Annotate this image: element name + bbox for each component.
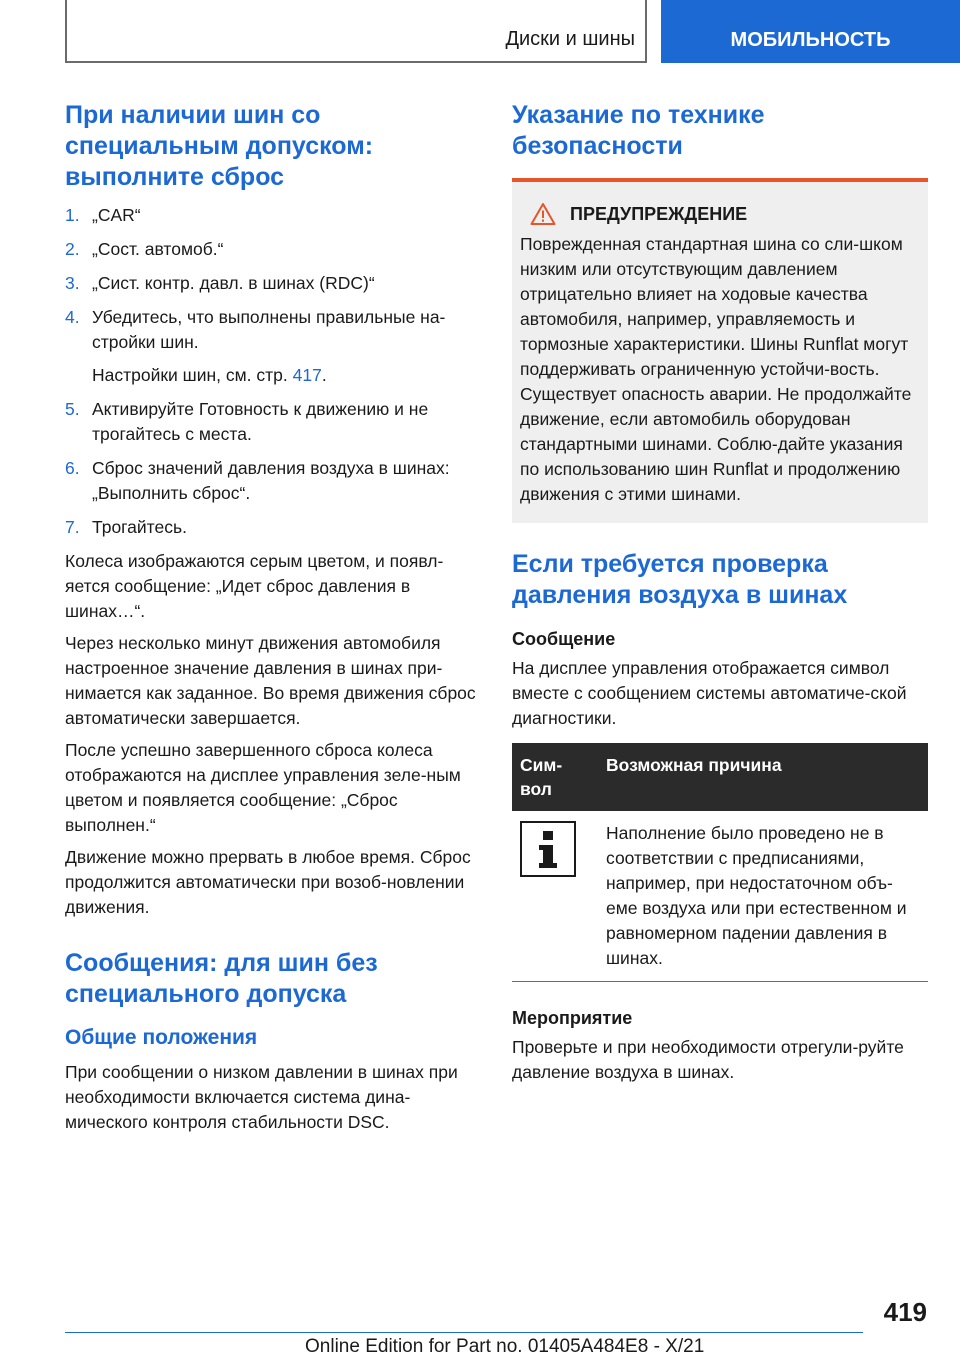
step-item	[65, 237, 477, 262]
general-heading: Общие положения	[65, 1026, 258, 1049]
warning-title: ПРЕДУПРЕЖДЕНИЕ	[570, 203, 748, 224]
warning-box	[512, 178, 928, 523]
section-title: Диски и шины	[505, 28, 635, 50]
cause-column-header: Возможная причина	[598, 743, 928, 811]
step-number: 4.	[65, 307, 80, 327]
body-paragraph: Колеса изображаются серым цветом, и появл-яется сообщение: „Идет сброс давления в шинах…“.	[65, 551, 444, 621]
table-header-row	[512, 743, 928, 811]
page-link[interactable]: 417	[292, 365, 322, 385]
body-paragraph: Движение можно прервать в любое время. Сброс продолжится автоматически при возоб-новлении движения.	[65, 847, 471, 917]
step-subnote	[92, 363, 477, 388]
warning-text: Поврежденная стандартная шина со сли-шком низким или отсутствующим давлением отрицательно влияет на ходовые качества автомобиля, например, управляемость и тормозные характеристики. Шины Runflat могут поддерживать ограниченную устойчи-вость. Существует опасность аварии. Не продолжайте движение, если автомобиль оборудован стандартными шинами. Соблю-дайте указания по использованию шин Runflat и продолжению движения с этими шинами.	[520, 234, 912, 504]
step-item	[65, 397, 477, 447]
messages-heading: Сообщения: для шин без специального допуска	[65, 949, 378, 1008]
step-text: Трогайтесь.	[92, 517, 187, 537]
step-text: Активируйте Готовность к движению и не трогайтесь с места.	[92, 399, 429, 444]
step-item	[65, 456, 477, 506]
general-text: При сообщении о низком давлении в шинах при необходимости включается система дина-мического контроля стабильности DSC.	[65, 1062, 458, 1132]
step-number: 3.	[65, 273, 80, 293]
safety-heading: Указание по технике безопасности	[512, 101, 765, 160]
step-item	[65, 305, 477, 388]
message-label: Сообщение	[512, 629, 616, 649]
step-item	[65, 271, 477, 296]
body-paragraph: После успешно завершенного сброса колеса отображаются на дисплее управления зеле-ным цветом и появляется сообщение: „Сброс выполнен.“	[65, 740, 461, 835]
symbol-column-header: Сим-вол	[512, 743, 598, 811]
action-label: Мероприятие	[512, 1008, 633, 1028]
reset-heading: При наличии шин со специальным допуском: выполните сброс	[65, 101, 374, 191]
right-column	[512, 100, 928, 1092]
action-text: Проверьте и при необходимости отрегули-руйте давление воздуха в шинах.	[512, 1037, 904, 1082]
subnote-text: Настройки шин, см. стр.	[92, 365, 293, 385]
footer-divider	[65, 1332, 863, 1333]
step-item	[65, 203, 477, 228]
step-number: 1.	[65, 205, 80, 225]
warning-title-row	[530, 202, 920, 226]
info-icon	[520, 821, 576, 877]
reset-steps	[65, 203, 477, 540]
page-number: 419	[883, 1297, 927, 1327]
step-text: Убедитесь, что выполнены правильные на-стройки шин.	[92, 307, 446, 352]
step-number: 5.	[65, 399, 80, 419]
symbol-cell	[512, 811, 598, 982]
body-paragraph: Через несколько минут движения автомобиля настроенное значение давления в шинах при-нимается как заданное. Во время движения сброс автоматически завершается.	[65, 633, 476, 728]
symbol-table	[512, 743, 928, 982]
step-text: „Сист. контр. давл. в шинах (RDC)“	[92, 273, 375, 293]
step-number: 7.	[65, 517, 80, 537]
table-row	[512, 811, 928, 982]
chapter-tab[interactable]: МОБИЛЬНОСТЬ	[661, 0, 960, 63]
step-number: 2.	[65, 239, 80, 259]
step-item	[65, 515, 477, 540]
check-heading: Если требуется проверка давления воздуха в шинах	[512, 550, 848, 609]
warning-triangle-icon	[530, 202, 556, 226]
message-text: На дисплее управления отображается символ вместе с сообщением системы автоматиче-ской диагностики.	[512, 658, 907, 728]
step-number: 6.	[65, 458, 80, 478]
subnote-end: .	[321, 365, 327, 385]
left-column	[65, 100, 477, 1142]
cause-cell: Наполнение было проведено не в соответствии с предписаниями, например, при недостаточном объ-еме воздуха или при естественном и равномерном падении давления в шинах.	[598, 811, 928, 982]
edition-footer: Online Edition for Part no. 01405A484E8 - X/21	[305, 1336, 705, 1357]
step-text: „Сост. автомоб.“	[92, 239, 224, 259]
step-text: Сброс значений давления воздуха в шинах: „Выполнить сброс“.	[92, 458, 450, 503]
step-text: „CAR“	[92, 205, 141, 225]
